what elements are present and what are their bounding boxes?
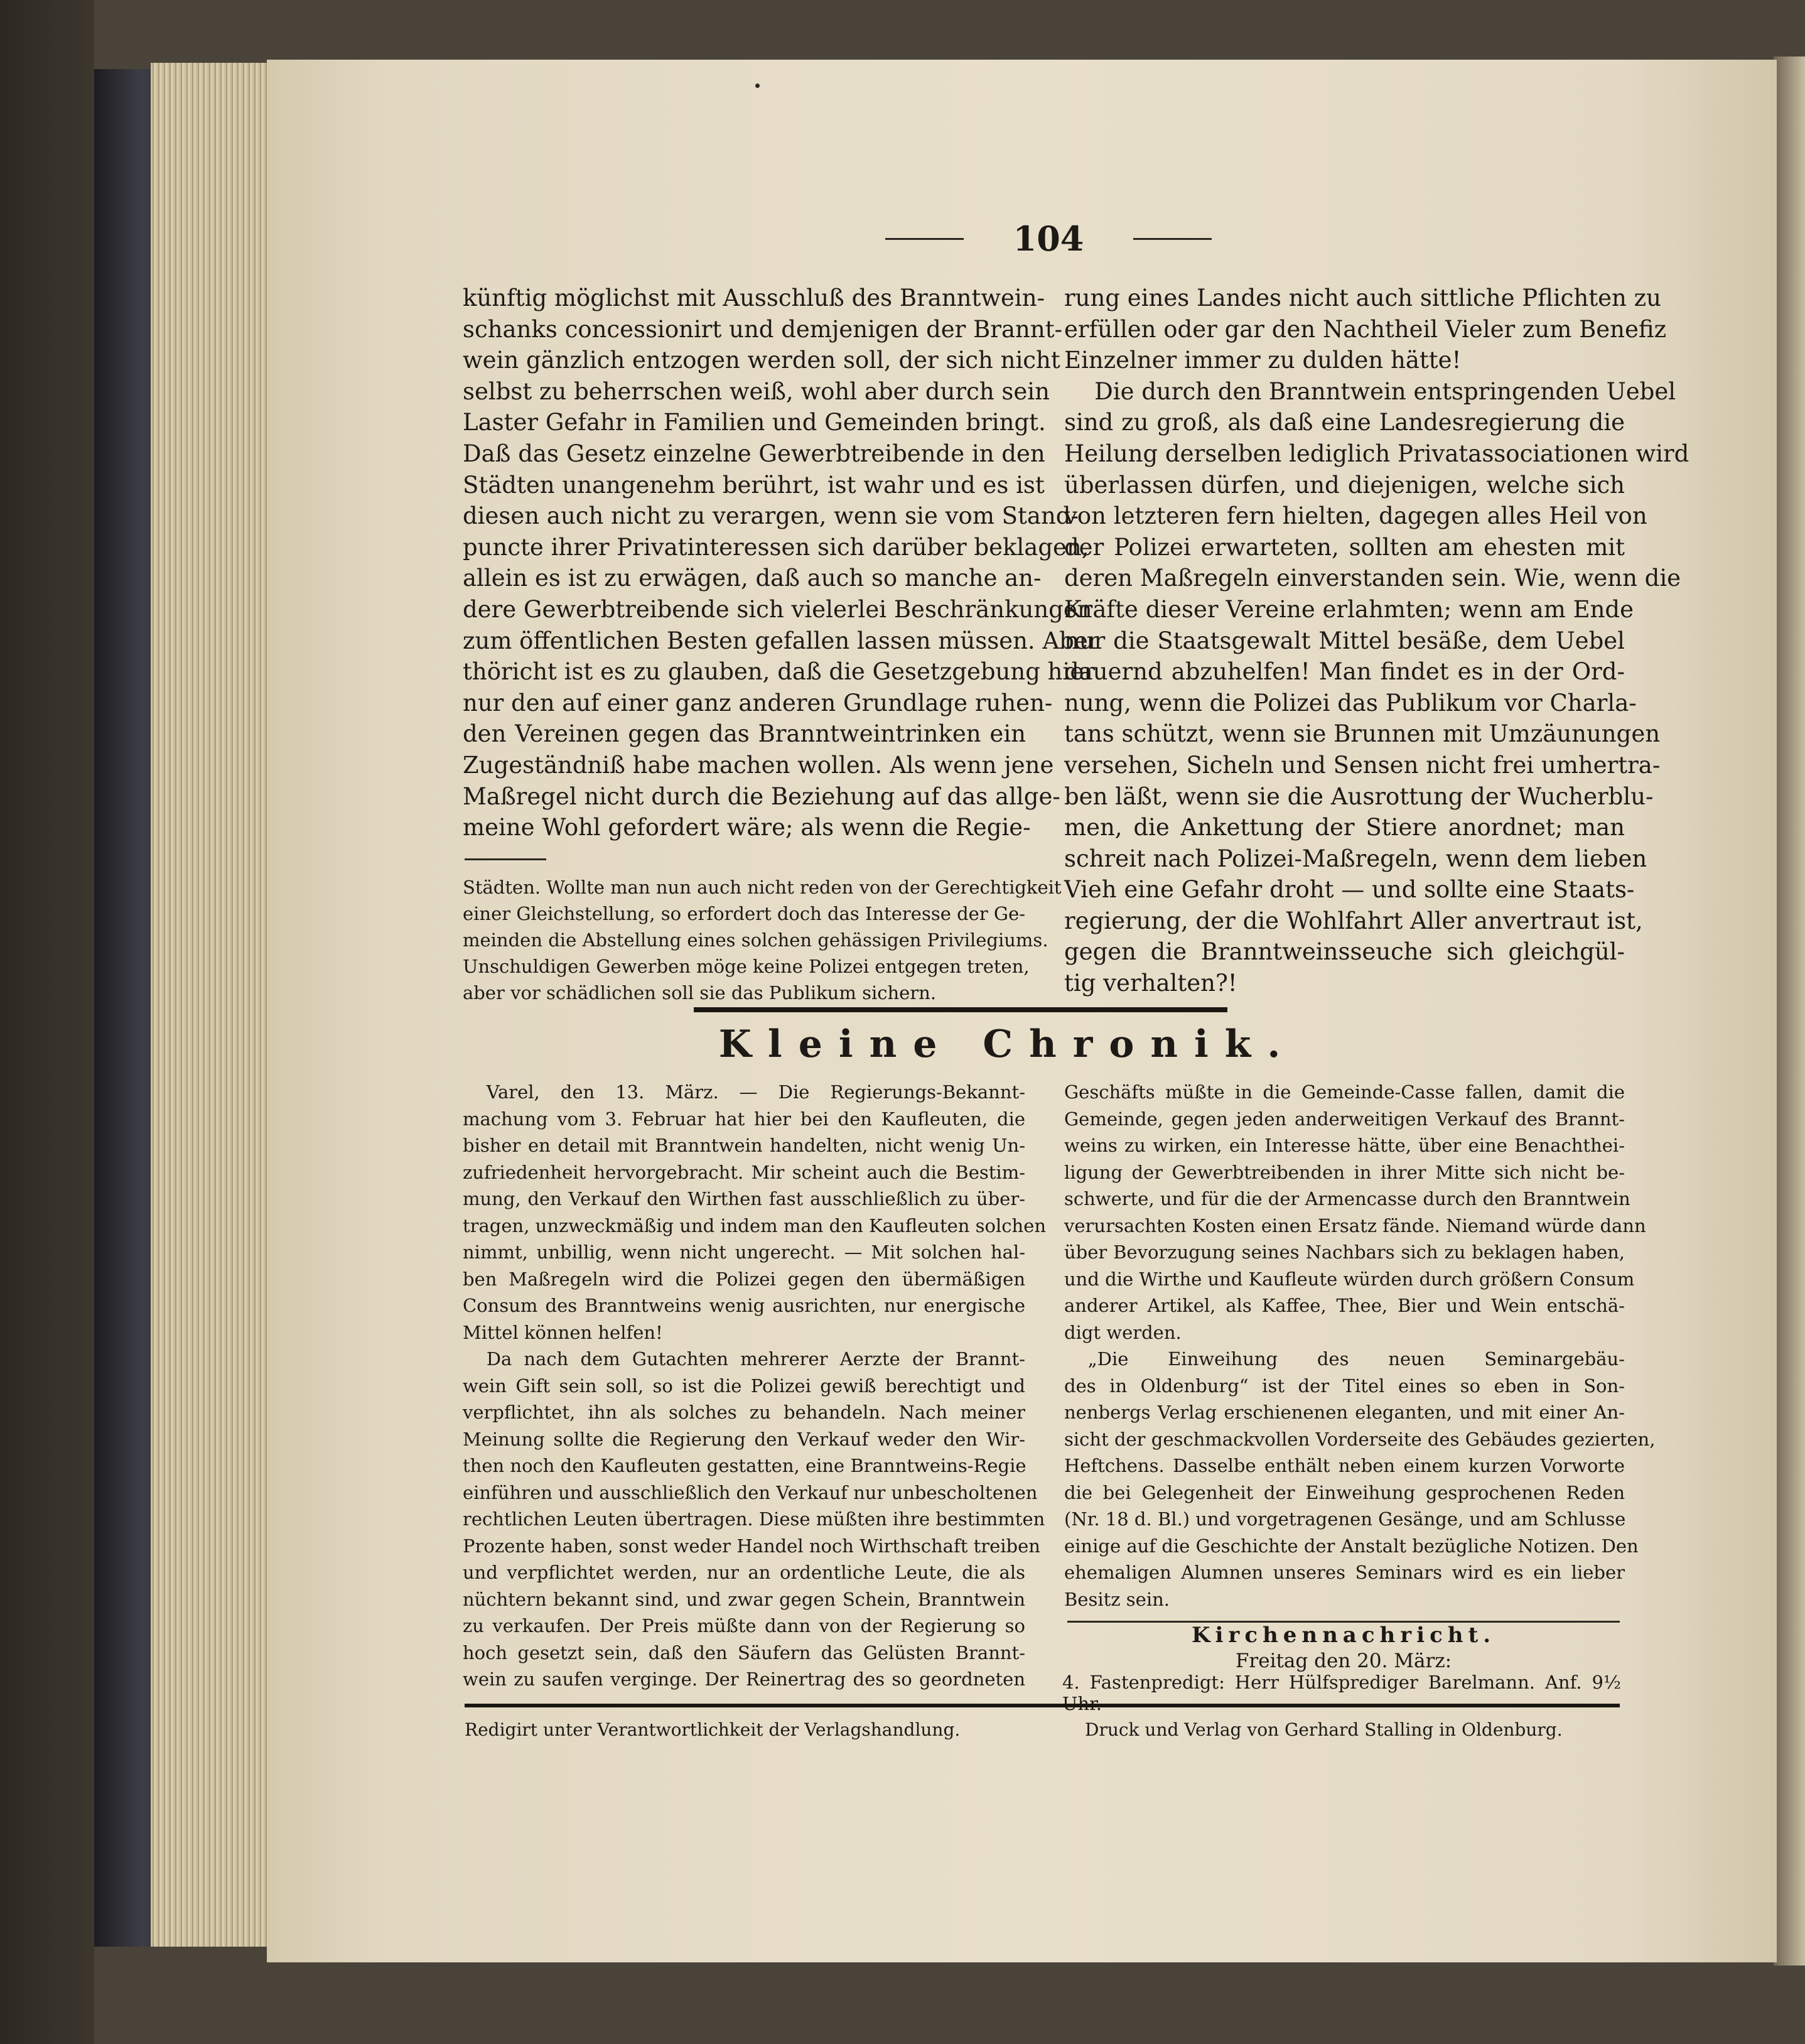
text-line: und die Wirthe und Kaufleute würden durch größern Consum [1064,1268,1635,1290]
text-line: dauernd abzuhelfen! Man findet es in der Ord- [1064,658,1625,686]
text-line: überlassen dürfen, und diejenigen, welche sich [1064,471,1625,499]
text-line: Unschuldigen Gewerben möge keine Polizei entgegen treten, [463,956,1030,977]
kirchen-title: Kirchennachricht. [1191,1623,1496,1648]
text-line: Einzelner immer zu dulden hätte! [1064,347,1462,374]
text-line: zufriedenheit hervorgebracht. Mir scheint auch die Bestim- [463,1161,1025,1183]
text-line: Heilung derselben lediglich Privatassociationen wird [1064,440,1689,467]
page-edges [151,63,276,1947]
text-line: allein es ist zu erwägen, daß auch so manche an- [463,565,1042,592]
text-line: einer Gleichstellung, so erfordert doch das Interesse der Ge- [463,903,1026,924]
text-line: tig verhalten?! [1064,970,1237,997]
text-line: Heftchens. Dasselbe enthält neben einem kurzen Vorworte [1064,1455,1625,1476]
text-line: ben Maßregeln wird die Polizei gegen den übermäßigen [463,1268,1025,1290]
text-line: einige auf die Geschichte der Anstalt bezügliche Notizen. Den [1064,1535,1639,1557]
text-line: ligung der Gewerbtreibenden in ihrer Mitte sich nicht be- [1064,1161,1625,1183]
text-line: Prozente haben, sonst weder Handel noch Wirthschaft treiben [463,1535,1040,1557]
footnote-rule [465,858,546,860]
text-line: versehen, Sicheln und Sensen nicht frei umhertra- [1064,751,1661,779]
text-line: (Nr. 18 d. Bl.) und vorgetragenen Gesänge, und am Schlusse [1064,1508,1626,1530]
text-line: wein gänzlich entzogen werden soll, der sich nicht [463,347,1060,374]
text-line: hoch gesetzt sein, daß den Säufern das Gelüsten Brannt- [463,1641,1025,1663]
footer-printer: Druck und Verlag von Gerhard Stalling in Oldenburg. [1085,1719,1563,1740]
text-line: Kräfte dieser Vereine erlahmten; wenn am Ende [1064,595,1634,623]
text-line: dere Gewerbtreibende sich vielerlei Beschränkungen [463,595,1092,623]
bottom-rule [465,1704,1620,1707]
text-line: Geschäfts müßte in die Gemeinde-Casse fallen, damit die [1064,1081,1625,1103]
text-line: Städten. Wollte man nun auch nicht reden von der Gerechtigkeit [463,877,1062,898]
text-line: meinden die Abstellung eines solchen gehässigen Privilegiums. [463,929,1048,951]
page-header [885,217,1212,261]
text-line: Maßregel nicht durch die Beziehung auf das allge- [463,782,1060,810]
text-line: bisher en detail mit Branntwein handelten, nicht wenig Un- [463,1135,1025,1156]
text-line: Mittel können helfen! [463,1321,663,1343]
text-line: verpflichtet, ihn als solches zu behandeln. Nach meiner [463,1402,1025,1423]
text-line: des in Oldenburg“ ist der Titel eines so eben in Son- [1064,1375,1625,1397]
footer-editor: Redigirt unter Verantwortlichkeit der Verlagshandlung. [465,1719,961,1740]
ink-speck [755,84,760,88]
text-line: Varel, den 13. März. — Die Regierungs-Bekannt- [486,1081,1025,1103]
text-line: künftig möglichst mit Ausschluß des Branntwein- [463,284,1045,311]
text-line: nüchtern bekannt sind, und zwar gegen Schein, Branntwein [463,1588,1025,1610]
text-line: Vieh eine Gefahr droht — und sollte eine Staats- [1064,876,1635,904]
section-rule [694,1007,1227,1012]
text-line: erfüllen oder gar den Nachtheil Vieler zum Benefiz [1064,315,1667,343]
text-line: Consum des Branntweins wenig ausrichten, nur energische [463,1295,1025,1316]
left-column [463,283,1099,843]
text-line: zum öffentlichen Besten gefallen lassen müssen. Aber [463,627,1099,654]
page-number: 104 [1013,219,1084,259]
text-line: tans schützt, wenn sie Brunnen mit Umzäunungen [1064,720,1661,748]
text-line: über Bevorzugung seines Nachbars sich zu beklagen haben, [1064,1241,1625,1263]
text-line: puncte ihrer Privatinteressen sich darüber beklagen, [463,533,1089,561]
text-line: Da nach dem Gutachten mehrerer Aerzte der Brannt- [486,1348,1025,1370]
text-line: aber vor schädlichen soll sie das Publikum sichern. [463,982,937,1003]
text-line: regierung, der die Wohlfahrt Aller anvertraut ist, [1064,907,1643,934]
text-line: „Die Einweihung des neuen Seminargebäu- [1087,1348,1625,1370]
text-line: thöricht ist es zu glauben, daß die Gesetzgebung hier [463,658,1095,686]
text-line: meine Wohl gefordert wäre; als wenn die Regie- [463,814,1031,841]
kirchen-item: 4. Fastenpredigt: Herr Hülfsprediger Barelmann. Anf. 9½ [1062,1672,1621,1693]
chronik-right-column [1064,1079,1656,1613]
text-line: selbst zu beherrschen weiß, wohl aber durch sein [463,377,1050,405]
text-line: then noch den Kaufleuten gestatten, eine Branntweins-Regie [463,1455,1026,1476]
header-dash-right [1133,238,1212,240]
text-line: ben läßt, wenn sie die Ausrottung der Wucherblu- [1064,782,1654,810]
text-line: wein zu saufen verginge. Der Reinertrag des so geordneten [463,1668,1025,1690]
text-line: Städten unangenehm berührt, ist wahr und es ist [463,471,1045,499]
text-line: Meinung sollte die Regierung den Verkauf weder den Wir- [463,1428,1025,1450]
text-line: Gemeinde, gegen jeden anderweitigen Verkauf des Brannt- [1064,1108,1625,1130]
text-line: der Polizei erwarteten, sollten am ehesten mit [1064,533,1625,561]
text-line: einführen und ausschließlich den Verkauf nur unbescholtenen [463,1481,1038,1503]
text-line: ehemaligen Alumnen unseres Seminars wird es ein lieber [1064,1562,1625,1583]
text-line: schwerte, und für die der Armencasse durch den Branntwein [1064,1188,1630,1209]
kirchen-date: Freitag den 20. März: [1235,1650,1452,1672]
text-line: anderer Artikel, als Kaffee, Thee, Bier und Wein entschä- [1064,1295,1625,1316]
text-line: diesen auch nicht zu verargen, wenn sie vom Stand- [463,502,1079,530]
next-page-edge [1774,57,1805,1966]
chronik-left-column [463,1079,1047,1693]
text-line: tragen, unzweckmäßig und indem man den Kaufleuten solchen [463,1214,1047,1236]
text-line: nimmt, unbillig, wenn nicht ungerecht. — Mit solchen hal- [463,1241,1025,1263]
text-line: und verpflichtet werden, nur an ordentliche Leute, die als [463,1562,1025,1583]
text-line: schreit nach Polizei-Maßregeln, wenn dem lieben [1064,845,1647,872]
text-line: weins zu wirken, ein Interesse hätte, über eine Benachthei- [1064,1135,1625,1156]
text-line: nur die Staatsgewalt Mittel besäße, dem Uebel [1064,627,1625,654]
text-line: Zugeständniß habe machen wollen. Als wenn jene [463,751,1054,779]
footnote [463,874,1062,1006]
text-line: machung vom 3. Februar hat hier bei den Kaufleuten, die [463,1108,1025,1130]
text-line: Daß das Gesetz einzelne Gewerbtreibende in den [463,440,1045,467]
text-line: zu verkaufen. Der Preis müßte dann von der Regierung so [463,1615,1025,1636]
text-line: Laster Gefahr in Familien und Gemeinden bringt. [463,409,1046,436]
text-line: Besitz sein. [1064,1588,1170,1610]
text-line: sind zu groß, als daß eine Landesregierung die [1064,409,1625,436]
text-line: den Vereinen gegen das Branntweintrinken ein [463,720,1026,748]
text-line: deren Maßregeln einverstanden sein. Wie, wenn die [1064,565,1681,592]
header-dash-left [885,238,964,240]
text-line: wein Gift sein soll, so ist die Polizei gewiß berechtigt und [463,1375,1025,1397]
text-line: schanks concessionirt und demjenigen der Brannt- [463,315,1063,343]
text-line: digt werden. [1064,1321,1182,1343]
text-line: die bei Gelegenheit der Einweihung gesprochenen Reden [1064,1481,1625,1503]
text-line: sicht der geschmackvollen Vorderseite des Gebäudes gezierten, [1064,1428,1656,1450]
text-line: gegen die Branntweinsseuche sich gleichgül- [1064,938,1625,966]
section-title: Kleine Chronik. [718,1022,1297,1066]
text-line: rechtlichen Leuten übertragen. Diese müßten ihre bestimmten [463,1508,1045,1530]
text-line: von letzteren fern hielten, dagegen alles Heil von [1064,502,1647,530]
text-line: men, die Ankettung der Stiere anordnet; man [1064,814,1625,841]
text-line: rung eines Landes nicht auch sittliche Pflichten zu [1064,284,1661,311]
background-left [0,0,94,2044]
text-line: nur den auf einer ganz anderen Grundlage ruhen- [463,689,1053,716]
right-column [1064,283,1689,999]
text-line: Die durch den Branntwein entspringenden Uebel [1094,377,1676,405]
text-line: nenbergs Verlag erschienenen eleganten, und mit einer An- [1064,1402,1625,1423]
text-line: mung, den Verkauf den Wirthen fast ausschließlich zu über- [463,1188,1025,1209]
text-line: nung, wenn die Polizei das Publikum vor Charla- [1064,689,1637,716]
text-line: verursachten Kosten einen Ersatz fände. Niemand würde dann [1064,1214,1646,1236]
